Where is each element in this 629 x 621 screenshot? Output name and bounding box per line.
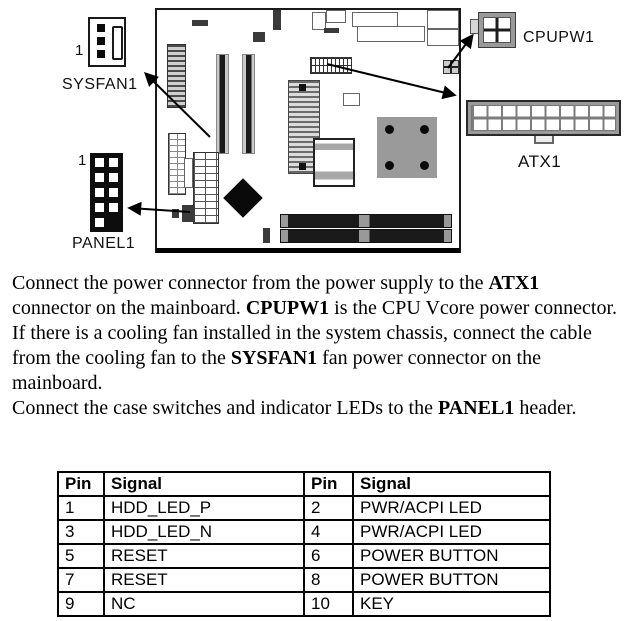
atx1-bold: ATX1 [488,272,540,294]
board-component [263,228,270,243]
board-component [343,93,360,106]
board-component [273,10,281,30]
table-cell: POWER BUTTON [353,544,550,568]
col-header-pin: Pin [58,472,104,496]
col-header-pin: Pin [304,472,353,496]
panel1-header-icon [90,153,123,232]
table-cell: HDD_LED_N [104,520,304,544]
io-port [357,26,425,42]
table-cell: 5 [58,544,104,568]
table-cell: KEY [353,592,550,616]
instruction-text [12,271,618,421]
table-cell: RESET [104,568,304,592]
mount-hole [299,163,306,170]
pin [97,24,105,32]
io-port [427,29,459,46]
atx1-connector-icon [466,100,621,136]
paragraph-power [12,271,618,321]
table-row [58,496,550,520]
mount-hole [299,84,306,91]
cpupw1-bold: CPUPW1 [245,297,330,319]
pci-slot-2 [242,54,255,154]
table-cell: 1 [58,496,104,520]
table-cell: NC [104,592,304,616]
ide-connector [167,44,186,108]
text-segment: is the CPU Vcore power connector. [329,297,618,319]
col-header-signal: Signal [104,472,304,496]
panel1-label: PANEL1 [72,235,136,252]
table-cell: HDD_LED_P [104,496,304,520]
connector-key-bracket [112,26,123,60]
table-cell: 7 [58,568,104,592]
pin [97,50,105,58]
panel1-pin1-marker: 1 [78,152,87,169]
table-row [58,544,550,568]
sysfan1-pin1-marker: 1 [75,42,84,59]
io-port [352,12,398,27]
table-cell: PWR/ACPI LED [353,496,550,520]
board-component [192,20,208,26]
dimm-slot-2 [280,229,452,243]
sysfan1-label: SYSFAN1 [62,76,138,93]
sysfan1-bold: SYSFAN1 [230,347,318,369]
io-port [326,10,346,23]
board-component [172,209,179,218]
atx1-tab [534,136,554,144]
mainboard-connector-diagram [0,0,629,262]
table-cell: POWER BUTTON [353,568,550,592]
table-cell: 10 [304,592,353,616]
cpu-power-header-location [443,60,459,74]
paragraph-panel [12,396,618,421]
board-component [253,32,265,42]
atx-power-header-location [310,57,352,74]
panel-header-location [182,205,195,222]
table-row [58,568,550,592]
cpupw1-label: CPUPW1 [523,29,595,46]
table-row [58,520,550,544]
board-component [324,28,339,33]
atx1-label: ATX1 [518,152,562,171]
text-segment: If there is a cooling fan installed in the system chassis, connect the cable from the cooling fan to the [12,322,592,369]
text-segment: header. [514,397,577,419]
table-cell: PWR/ACPI LED [353,520,550,544]
chip [223,178,263,218]
cpu-socket [377,117,437,178]
panel1-bold: PANEL1 [438,397,515,419]
panel1-pin-table [57,471,551,617]
text-segment: fan power connector on the mainboard. [12,347,541,394]
table-cell: RESET [104,544,304,568]
io-port [427,10,459,29]
table-row [58,592,550,616]
pci-slot-1 [216,54,229,154]
sysfan1-connector-icon [88,17,126,67]
motherboard-outline [155,8,461,253]
chipset-socket [313,138,355,187]
table-cell: 3 [58,520,104,544]
paragraph-fan [12,321,618,396]
table-header-row [58,472,550,496]
col-header-signal: Signal [353,472,550,496]
table-cell: 9 [58,592,104,616]
text-segment: connector on the mainboard. [12,297,246,319]
board-component [184,158,193,188]
table-cell: 4 [304,520,353,544]
table-cell: 6 [304,544,353,568]
pin [97,37,105,45]
table-cell: 8 [304,568,353,592]
dimm-slot-1 [280,214,452,228]
power-connector-grid [193,152,219,224]
text-segment: Connect the power connector from the power supply to the [12,272,489,294]
cpupw1-connector-icon [478,12,516,48]
text-segment: Connect the case switches and indicator LEDs to the [12,397,438,419]
table-cell: 2 [304,496,353,520]
